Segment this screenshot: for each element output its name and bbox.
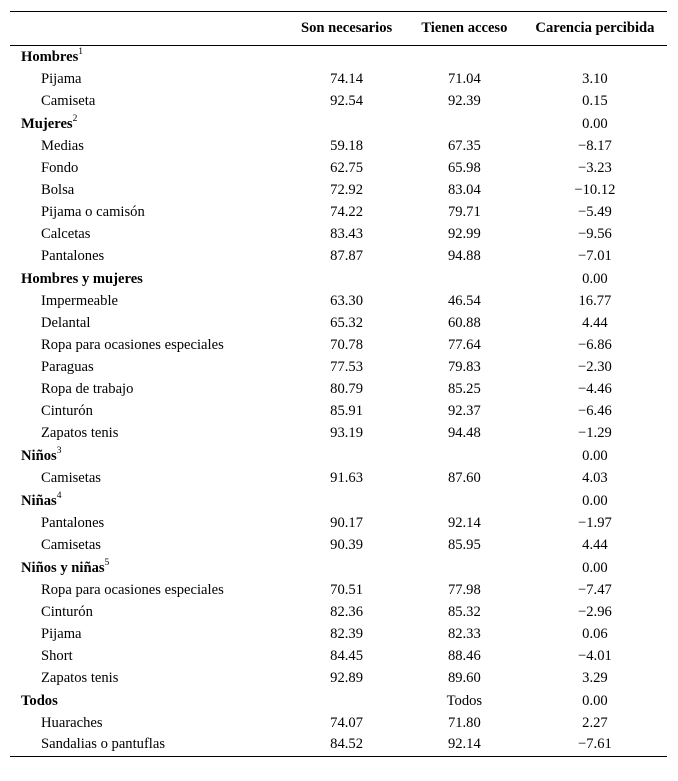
son-necesarios-cell: 90.17 [330,515,363,532]
row-label-text: Pijama [41,71,82,88]
group-label [10,113,287,136]
item-label [10,291,287,313]
item-label [10,535,287,557]
group-row [10,690,667,713]
son-necesarios-cell: 90.39 [330,537,363,554]
item-label [10,69,287,91]
son-necesarios-cell: 92.89 [330,670,363,687]
son-necesarios-cell: 82.36 [330,604,363,621]
carencia-percibida-cell: −6.46 [578,403,612,420]
row-label-text: Delantal [41,315,91,332]
carencia-percibida-cell: −2.30 [578,359,612,376]
son-necesarios-cell: 84.45 [330,648,363,665]
tienen-acceso-cell: 85.95 [447,537,481,554]
son-necesarios-cell: 85.91 [330,403,363,420]
header-carencia-percibida: Carencia percibida [535,20,655,37]
table-row [10,202,667,224]
row-label-text: Ropa para ocasiones especiales [41,337,224,354]
row-label-text: Impermeable [41,293,118,310]
group-label [10,268,287,291]
table-row [10,136,667,158]
tienen-acceso-cell: 77.64 [447,337,481,354]
table-row [10,335,667,357]
tienen-acceso-cell: 92.99 [447,226,481,243]
row-label-text: Niñas [21,492,57,509]
tienen-acceso-cell: 85.32 [447,604,481,621]
carencia-percibida-cell: −7.47 [578,582,612,599]
item-label [10,423,287,445]
tienen-acceso-cell: 85.25 [447,381,481,398]
son-necesarios-cell [287,113,406,136]
table-row [10,357,667,379]
son-necesarios-cell: 80.79 [330,381,363,398]
tienen-acceso-cell: 94.48 [447,425,481,442]
table-body [10,46,667,757]
tienen-acceso-cell: 60.88 [447,315,481,332]
table-row [10,291,667,313]
table-row [10,158,667,180]
carencia-percibida-cell: −1.29 [578,425,612,442]
row-label-text: Cinturón [41,604,93,621]
tienen-acceso-cell: 46.54 [447,293,481,310]
son-necesarios-cell: 93.19 [330,425,363,442]
son-necesarios-cell [287,490,406,513]
table-row [10,69,667,91]
header-row [10,12,667,46]
group-label [10,490,287,513]
item-label [10,313,287,335]
carencia-percibida-cell: 0.00 [582,115,608,132]
carencia-percibida-cell: −5.49 [578,204,612,221]
table-row [10,602,667,624]
carencia-percibida-cell: 3.29 [582,670,608,687]
row-label-text: Medias [41,138,84,155]
row-label-text: Mujeres [21,115,73,132]
row-label-text: Short [41,648,73,665]
carencia-percibida-cell: 4.44 [582,537,608,554]
tienen-acceso-cell: 71.80 [447,715,481,732]
table-row [10,624,667,646]
item-label [10,735,287,757]
tienen-acceso-cell [406,490,523,513]
tienen-acceso-cell: 92.14 [447,515,481,532]
group-label [10,445,287,468]
carencia-percibida-cell: −9.56 [578,226,612,243]
row-label-text: Niños [21,447,57,464]
son-necesarios-cell [287,690,406,713]
son-necesarios-cell: 83.43 [330,226,363,243]
carencia-percibida-cell: 4.44 [582,315,608,332]
group-row [10,113,667,136]
tienen-acceso-cell: 89.60 [447,670,481,687]
row-label-text: Pantalones [41,248,105,265]
carencia-percibida-cell: −10.12 [574,182,616,199]
table-row [10,580,667,602]
tienen-acceso-cell: Todos [446,692,483,709]
header-son-necesarios: Son necesarios [300,20,393,37]
table-row [10,668,667,690]
group-row [10,268,667,291]
row-label-text: Pijama [41,626,82,643]
son-necesarios-cell: 87.87 [330,248,363,265]
tienen-acceso-cell: 82.33 [447,626,481,643]
son-necesarios-cell [287,46,406,69]
tienen-acceso-cell: 71.04 [447,71,481,88]
table-row [10,513,667,535]
carencia-percibida-cell: 0.00 [582,447,608,464]
carencia-percibida-cell: −7.61 [578,735,612,752]
footnote-marker: 3 [56,445,62,456]
group-label [10,557,287,580]
carencia-percibida-cell: 16.77 [578,293,612,310]
row-label-text: Paraguas [41,359,94,376]
row-label-text: Huaraches [41,715,103,732]
item-label [10,401,287,423]
carencia-percibida-cell: 0.15 [582,93,608,110]
tienen-acceso-cell [406,113,523,136]
tienen-acceso-cell: 94.88 [447,248,481,265]
tienen-acceso-cell: 67.35 [447,138,481,155]
carencia-percibida-cell: 2.27 [582,715,608,732]
tienen-acceso-cell: 77.98 [447,582,481,599]
table-row [10,401,667,423]
row-label-text: Camisetas [41,537,101,554]
table-row [10,423,667,445]
clothing-needs-table [10,11,667,757]
group-label [10,46,287,69]
son-necesarios-cell [287,557,406,580]
son-necesarios-cell: 77.53 [330,359,363,376]
table-row [10,713,667,735]
row-label-text: Camisetas [41,470,101,487]
son-necesarios-cell: 65.32 [330,315,363,332]
item-label [10,136,287,158]
group-row [10,557,667,580]
row-label-text: Calcetas [41,226,91,243]
item-label [10,335,287,357]
footnote-marker: 2 [72,113,78,124]
footnote-marker: 1 [78,47,84,58]
tienen-acceso-cell [406,268,523,291]
son-necesarios-cell: 74.14 [330,71,363,88]
table-row [10,646,667,668]
table-row [10,313,667,335]
group-row [10,46,667,69]
tienen-acceso-cell: 65.98 [447,160,481,177]
row-label-text: Ropa de trabajo [41,381,134,398]
row-label-text: Sandalias o pantuflas [41,735,166,752]
son-necesarios-cell: 74.07 [330,715,363,732]
row-label-text: Ropa para ocasiones especiales [41,582,224,599]
son-necesarios-cell [287,268,406,291]
item-label [10,713,287,735]
table-row [10,180,667,202]
item-label [10,357,287,379]
tienen-acceso-cell: 79.71 [447,204,481,221]
son-necesarios-cell: 72.92 [330,182,363,199]
table-row [10,535,667,557]
son-necesarios-cell: 70.78 [330,337,363,354]
tienen-acceso-cell: 92.39 [447,93,481,110]
tienen-acceso-cell: 87.60 [447,470,481,487]
item-label [10,379,287,401]
table-row [10,224,667,246]
group-row [10,490,667,513]
table-row [10,91,667,113]
son-necesarios-cell: 74.22 [330,204,363,221]
carencia-percibida-cell: −4.46 [578,381,612,398]
carencia-percibida-cell: −1.97 [578,515,612,532]
item-label [10,180,287,202]
item-label [10,602,287,624]
tienen-acceso-cell: 92.37 [447,403,481,420]
carencia-percibida-cell: 4.03 [582,470,608,487]
tienen-acceso-cell: 92.14 [447,735,481,752]
son-necesarios-cell: 59.18 [330,138,363,155]
row-label-text: Cinturón [41,403,93,420]
carencia-percibida-cell: 0.00 [582,559,608,576]
tienen-acceso-cell [406,557,523,580]
son-necesarios-cell: 63.30 [330,293,363,310]
table-row [10,468,667,490]
carencia-percibida-cell: −4.01 [578,648,612,665]
table-row [10,246,667,268]
item-label [10,224,287,246]
table-row [10,379,667,401]
tienen-acceso-cell: 83.04 [447,182,481,199]
carencia-percibida-cell: −7.01 [578,248,612,265]
row-label-text: Bolsa [41,182,75,199]
carencia-percibida-cell: −3.23 [578,160,612,177]
carencia-percibida-cell: 3.10 [582,71,608,88]
item-label [10,468,287,490]
item-label [10,91,287,113]
row-label-text: Zapatos tenis [41,425,119,442]
row-label-text: Fondo [41,160,79,177]
header-label-column [10,12,287,46]
row-label-text: Pantalones [41,515,105,532]
item-label [10,580,287,602]
row-label-text: Zapatos tenis [41,670,119,687]
item-label [10,246,287,268]
item-label [10,158,287,180]
carencia-percibida-cell: 0.00 [582,270,608,287]
row-label-text: Hombres y mujeres [21,270,143,287]
item-label [10,668,287,690]
row-label-text: Todos [21,692,58,709]
item-label [10,646,287,668]
son-necesarios-cell [287,445,406,468]
header-tienen-acceso: Tienen acceso [421,20,508,37]
item-label [10,624,287,646]
row-label-text: Camiseta [41,93,96,110]
row-label-text: Niños y niñas [21,559,105,576]
table-header [10,12,667,46]
son-necesarios-cell: 70.51 [330,582,363,599]
tienen-acceso-cell: 88.46 [447,648,481,665]
carencia-percibida-cell [523,46,667,69]
carencia-percibida-cell: 0.00 [582,492,608,509]
tienen-acceso-cell: 79.83 [447,359,481,376]
footnote-marker: 4 [56,490,62,501]
row-label-text: Pijama o camisón [41,204,145,221]
carencia-percibida-cell: −6.86 [578,337,612,354]
son-necesarios-cell: 82.39 [330,626,363,643]
row-label-text: Hombres [21,48,79,65]
carencia-percibida-cell: −2.96 [578,604,612,621]
group-row [10,445,667,468]
group-label [10,690,287,713]
carencia-percibida-cell: 0.00 [582,692,608,709]
carencia-percibida-cell: −8.17 [578,138,612,155]
item-label [10,202,287,224]
son-necesarios-cell: 91.63 [330,470,363,487]
tienen-acceso-cell [406,445,523,468]
tienen-acceso-cell [406,46,523,69]
footnote-marker: 5 [104,557,110,568]
son-necesarios-cell: 84.52 [330,735,363,752]
carencia-percibida-cell: 0.06 [582,626,608,643]
son-necesarios-cell: 92.54 [330,93,363,110]
son-necesarios-cell: 62.75 [330,160,363,177]
table-row [10,735,667,757]
item-label [10,513,287,535]
